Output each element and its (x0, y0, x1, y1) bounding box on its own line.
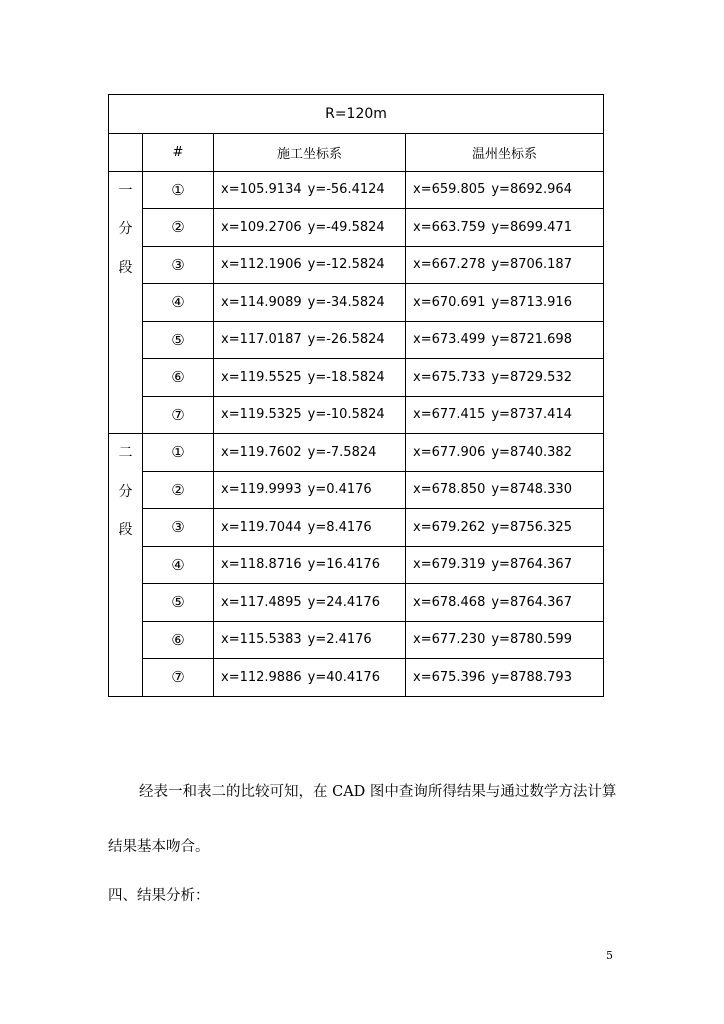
point-number: ⑦ (171, 405, 185, 424)
wenzhou-x: x=675.733 (413, 369, 486, 385)
point-number-cell (143, 546, 214, 584)
construction-coord-cell (214, 284, 406, 322)
point-number-cell (143, 171, 214, 209)
construction-coord-cell (214, 509, 406, 547)
wenzhou-coord-cell (406, 509, 604, 547)
construction-y: y=-26.5824 (307, 332, 385, 348)
table-header-row (109, 134, 604, 172)
table-row (109, 546, 604, 584)
construction-y: y=-49.5824 (307, 219, 385, 235)
wenzhou-coord-cell (406, 171, 604, 209)
construction-coord-cell (214, 246, 406, 284)
construction-y: y=-34.5824 (307, 294, 385, 310)
table-row (109, 434, 604, 472)
wenzhou-y: y=8692.964 (491, 182, 572, 198)
point-number: ④ (171, 293, 185, 312)
construction-coord-cell (214, 471, 406, 509)
point-number-cell (143, 396, 214, 434)
header-wenzhou-coords: 温州坐标系 (406, 134, 604, 172)
table-row (109, 246, 604, 284)
segment-label-char: 二 (118, 445, 133, 461)
point-number-cell (143, 509, 214, 547)
construction-y: y=-10.5824 (307, 407, 385, 423)
point-number-cell (143, 584, 214, 622)
construction-coord-cell (214, 584, 406, 622)
table-row (109, 321, 604, 359)
point-number-cell (143, 246, 214, 284)
wenzhou-y: y=8788.793 (491, 669, 572, 685)
construction-coord-cell (214, 659, 406, 697)
page-number: 5 (606, 949, 613, 962)
point-number: ③ (171, 518, 185, 537)
point-number: ⑥ (171, 630, 185, 649)
segment-label-char: 段 (118, 259, 133, 276)
table-row (109, 471, 604, 509)
header-construction-coords: 施工坐标系 (214, 134, 406, 172)
wenzhou-coord-cell (406, 359, 604, 397)
wenzhou-x: x=670.691 (413, 294, 486, 310)
construction-x: x=118.8716 (221, 557, 302, 573)
point-number: ① (171, 180, 185, 199)
segment-label-char: 分 (118, 221, 133, 237)
wenzhou-x: x=679.262 (413, 519, 486, 535)
wenzhou-x: x=675.396 (413, 669, 486, 685)
construction-x: x=119.7602 (221, 444, 302, 460)
point-number-cell (143, 321, 214, 359)
point-number: ② (171, 480, 185, 499)
point-number-cell (143, 621, 214, 659)
section-heading-analysis: 四、结果分析： (108, 888, 210, 904)
table-row (109, 584, 604, 622)
segment-label-char: 分 (118, 483, 133, 500)
wenzhou-y: y=8721.698 (491, 332, 572, 348)
construction-y: y=-12.5824 (307, 257, 385, 273)
construction-x: x=112.9886 (221, 669, 302, 685)
construction-coord-cell (214, 171, 406, 209)
point-number-cell (143, 359, 214, 397)
table-row (109, 171, 604, 209)
wenzhou-x: x=677.415 (413, 407, 486, 423)
construction-y: y=0.4176 (307, 482, 372, 498)
paragraph-conclusion: 结果基本吻合。 (108, 839, 210, 855)
point-number: ⑦ (171, 668, 185, 687)
construction-y: y=24.4176 (307, 594, 380, 610)
wenzhou-coord-cell (406, 584, 604, 622)
table-row (109, 509, 604, 547)
wenzhou-coord-cell (406, 209, 604, 247)
wenzhou-coord-cell (406, 659, 604, 697)
wenzhou-y: y=8706.187 (491, 257, 572, 273)
construction-x: x=119.9993 (221, 482, 302, 498)
construction-x: x=119.5325 (221, 407, 302, 423)
wenzhou-x: x=673.499 (413, 332, 486, 348)
construction-y: y=40.4176 (307, 669, 380, 685)
construction-x: x=115.5383 (221, 632, 302, 648)
construction-y: y=-7.5824 (307, 444, 377, 460)
wenzhou-x: x=678.468 (413, 594, 486, 610)
construction-coord-cell (214, 209, 406, 247)
point-number: ⑤ (171, 330, 185, 349)
header-segment-blank (109, 134, 143, 172)
point-number-cell (143, 284, 214, 322)
wenzhou-coord-cell (406, 434, 604, 472)
wenzhou-y: y=8756.325 (491, 519, 572, 535)
segment-label-char: 一 (118, 182, 133, 199)
point-number-cell (143, 209, 214, 247)
wenzhou-coord-cell (406, 546, 604, 584)
segment-label-char: 段 (118, 522, 133, 538)
header-number: # (143, 134, 214, 172)
point-number: ③ (171, 255, 185, 274)
construction-y: y=2.4176 (307, 632, 372, 648)
wenzhou-coord-cell (406, 621, 604, 659)
wenzhou-y: y=8699.471 (491, 219, 572, 235)
wenzhou-y: y=8737.414 (491, 407, 572, 423)
table-row (109, 659, 604, 697)
construction-coord-cell (214, 321, 406, 359)
coordinate-table (108, 94, 604, 697)
wenzhou-y: y=8748.330 (491, 482, 572, 498)
wenzhou-x: x=679.319 (413, 557, 486, 573)
construction-x: x=105.9134 (221, 182, 302, 198)
point-number-cell (143, 434, 214, 472)
construction-x: x=117.4895 (221, 594, 302, 610)
point-number: ④ (171, 555, 185, 574)
table-title-row (109, 95, 604, 134)
segment-label-cell (109, 171, 143, 434)
point-number-cell (143, 659, 214, 697)
wenzhou-y: y=8764.367 (491, 557, 572, 573)
table-row (109, 359, 604, 397)
construction-coord-cell (214, 396, 406, 434)
paragraph-comparison: 经表一和表二的比较可知，在 CAD 图中查询所得结果与通过数学方法计算 (139, 784, 617, 800)
wenzhou-coord-cell (406, 284, 604, 322)
construction-y: y=8.4176 (307, 519, 372, 535)
point-number: ① (171, 443, 185, 462)
construction-x: x=119.5525 (221, 369, 302, 385)
construction-y: y=-18.5824 (307, 369, 385, 385)
wenzhou-coord-cell (406, 471, 604, 509)
wenzhou-x: x=663.759 (413, 219, 486, 235)
construction-y: y=-56.4124 (307, 182, 385, 198)
wenzhou-y: y=8740.382 (491, 444, 572, 460)
point-number-cell (143, 471, 214, 509)
construction-y: y=16.4176 (307, 557, 380, 573)
wenzhou-x: x=677.230 (413, 632, 486, 648)
wenzhou-coord-cell (406, 321, 604, 359)
wenzhou-y: y=8780.599 (491, 632, 572, 648)
wenzhou-x: x=667.278 (413, 257, 486, 273)
wenzhou-coord-cell (406, 396, 604, 434)
table-row (109, 209, 604, 247)
table-row (109, 621, 604, 659)
wenzhou-x: x=659.805 (413, 182, 486, 198)
segment-label-cell (109, 434, 143, 697)
point-number: ⑤ (171, 593, 185, 612)
point-number: ⑥ (171, 368, 185, 387)
wenzhou-coord-cell (406, 246, 604, 284)
table-row (109, 284, 604, 322)
construction-coord-cell (214, 359, 406, 397)
construction-coord-cell (214, 621, 406, 659)
wenzhou-x: x=677.906 (413, 444, 486, 460)
construction-coord-cell (214, 546, 406, 584)
table-row (109, 396, 604, 434)
construction-x: x=117.0187 (221, 332, 302, 348)
wenzhou-y: y=8764.367 (491, 594, 572, 610)
construction-x: x=109.2706 (221, 219, 302, 235)
construction-coord-cell (214, 434, 406, 472)
construction-x: x=119.7044 (221, 519, 302, 535)
point-number: ② (171, 218, 185, 237)
construction-x: x=114.9089 (221, 294, 302, 310)
wenzhou-y: y=8713.916 (491, 294, 572, 310)
wenzhou-y: y=8729.532 (491, 369, 572, 385)
construction-x: x=112.1906 (221, 257, 302, 273)
table-title: R=120m (109, 95, 604, 134)
wenzhou-x: x=678.850 (413, 482, 486, 498)
